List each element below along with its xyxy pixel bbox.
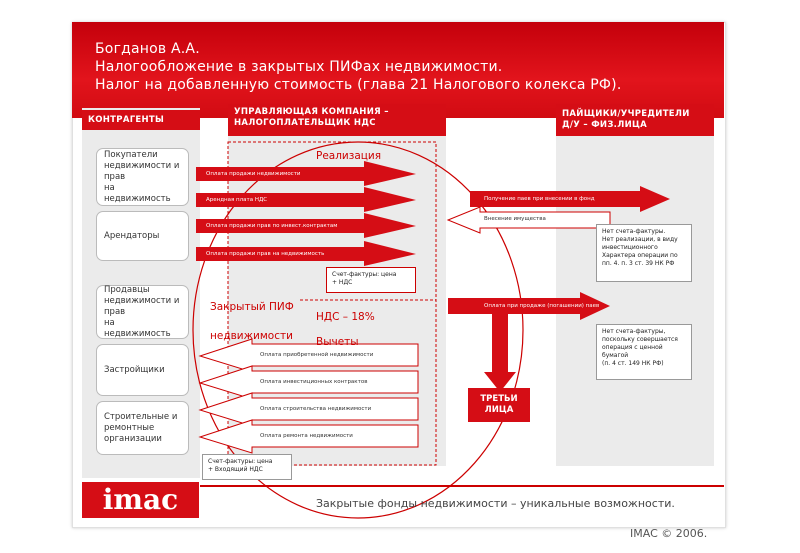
fund-label: Закрытый ПИФ недвижимости: [210, 301, 294, 342]
imac-logo: imac: [82, 482, 199, 518]
incoming-arrow-3-label: Оплата продажи прав по инвест.контрактам: [206, 223, 338, 229]
sellers-box: Продавцы недвижимости и прав на недвижимость: [96, 285, 189, 339]
developers-box: Застройщики: [96, 344, 189, 396]
title-line-2: Налог на добавленную стоимость (глава 21 Налогового колекса РФ).: [95, 77, 622, 93]
transfer-property-label: Внесение имущества: [484, 216, 546, 222]
invoice-box-bottom: Счет-фактуры: цена + Входящий НДС: [202, 454, 292, 480]
title-line-1: Налогообложение в закрытых ПИФах недвижимости.: [95, 59, 503, 75]
receive-shares-label: Получение паев при внесении в фонд: [484, 196, 595, 202]
contractors-box: Строительные и ремонтные организации: [96, 401, 189, 455]
incoming-arrow-4-label: Оплата продажи прав на недвижимость: [206, 251, 325, 257]
buyers-box: Покупатели недвижимости и прав на недвижимость: [96, 148, 189, 206]
third-parties-box: ТРЕТЬИ ЛИЦА: [468, 388, 530, 422]
tenants-box: Арендаторы: [96, 211, 189, 261]
outgoing-arrow-1-label: Оплата приобретенной недвижимости: [260, 352, 374, 358]
vat-label: НДС – 18%: [316, 311, 375, 323]
author-line: Богданов А.А.: [95, 41, 200, 57]
shareholders-header: ПАЙЩИКИ/УЧРЕДИТЕЛИ Д/У – ФИЗ.ЛИЦА: [556, 104, 714, 136]
deductions-label: Вычеты: [316, 336, 359, 348]
incoming-arrow-1-label: Оплата продажи недвижимости: [206, 171, 301, 177]
outgoing-arrow-3-label: Оплата строительства недвижимости: [260, 406, 372, 412]
invoice-box-top: Счет-фактуры: цена + НДС: [326, 267, 416, 293]
management-header: УПРАВЛЯЮЩАЯ КОМПАНИЯ – НАЛОГОПЛАТЕЛЬЩИК НДС: [228, 104, 446, 136]
note-no-invoice-1: Нет счета-фактуры. Нет реализации, в виду инвестиционного Характера операции по пп. 4. п. 3 ст. 39 НК РФ: [596, 224, 692, 282]
outgoing-arrow-2-label: Оплата инвестиционных контрактов: [260, 379, 368, 385]
incoming-arrow-2-label: Арендная плата НДС: [206, 197, 268, 203]
copyright: IMAC © 2006.: [630, 527, 708, 540]
realization-label: Реализация: [316, 150, 382, 162]
redemption-payment-label: Оплата при продаже (погашении) паев: [484, 303, 600, 309]
note-no-invoice-2: Нет счета-фактуры, поскольку совершается операция с ценной бумагой (п. 4 ст. 149 НК РФ): [596, 324, 692, 380]
outgoing-arrow-4-label: Оплата ремонта недвижимости: [260, 433, 353, 439]
counterparties-header: КОНТРАГЕНТЫ: [82, 110, 200, 130]
footer-tagline: Закрытые фонды недвижимости – уникальные возможности.: [316, 497, 675, 510]
footer-divider: [200, 485, 724, 487]
